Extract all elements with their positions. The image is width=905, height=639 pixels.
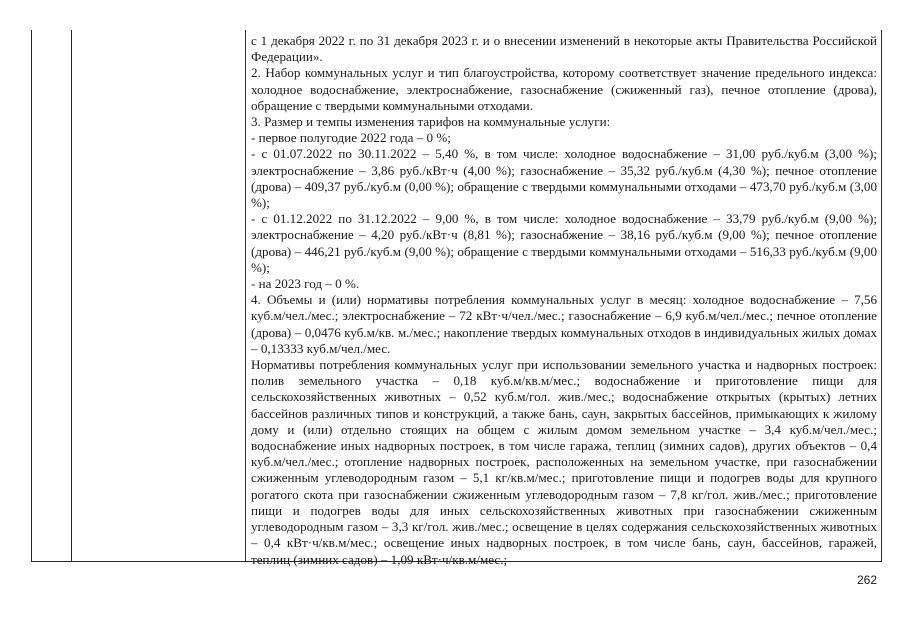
paragraph-order-reference: с 1 декабря 2022 г. по 31 декабря 2023 г. и о внесении изменений в некоторые акты Правительства Российской Федерации». <box>251 33 877 65</box>
table-continuation <box>31 30 882 567</box>
paragraph-tariff-h1-2022: - первое полугодие 2022 года – 0 %; <box>251 130 451 146</box>
paragraph-tariff-heading: 3. Размер и темпы изменения тарифов на коммунальные услуги: <box>251 114 611 130</box>
page-number: 262 <box>856 573 877 587</box>
column-divider-1 <box>71 30 72 561</box>
column-divider-2 <box>245 30 246 561</box>
paragraph-service-set: 2. Набор коммунальных услуг и тип благоустройства, которому соответствует значение предельного индекса: холодное водоснабжение, электроснабжение, газоснабжение (сжиженный газ), печное отопление (дрова), обращение с твердыми коммунальными отходами. <box>251 65 877 113</box>
paragraph-consumption-norms: 4. Объемы и (или) нормативы потребления коммунальных услуг в месяц: холодное водоснабжение – 7,56 куб.м/чел./мес.; электроснабжение – 72 кВт·ч/чел./мес.; газоснабжение – 6,9 куб.м/чел./мес.; печное отопление (дрова) – 0,0476 куб.м/кв. м./мес.; накопление твердых коммунальных отходов в индивидуальных жилых домах – 0,13333 куб.м/чел./мес. <box>251 292 877 356</box>
paragraph-tariff-jul-nov-2022: - с 01.07.2022 по 30.11.2022 – 5,40 %, в том числе: холодное водоснабжение – 31,00 руб./куб.м (3,00 %); электроснабжение – 3,86 руб./кВт·ч (4,00 %); газоснабжение – 35,32 руб./куб.м (4,30 %); печное отопление (дрова) – 409,37 руб./куб.м (0,00 %); обращение с твердыми коммунальными отходами – 473,70 руб./куб.м (3,00 %); <box>251 146 877 211</box>
table-cell-text <box>251 33 877 568</box>
paragraph-tariff-dec-2022: - с 01.12.2022 по 31.12.2022 – 9,00 %, в том числе: холодное водоснабжение – 33,79 руб./куб.м (9,00 %); электроснабжение – 4,20 руб./кВт·ч (8,81 %); газоснабжение – 38,16 руб./куб.м (9,00 %); печное отопление (дрова) – 446,21 руб./куб.м (9,00 %); обращение с твердыми коммунальными отходами – 516,33 руб./куб.м (9,00 %); <box>251 211 877 275</box>
paragraph-land-plot-norms: Нормативы потребления коммунальных услуг при использовании земельного участка и надворных построек: полив земельного участка – 0,18 куб.м/кв.м/мес.; водоснабжение и приготовление пищи для сельскохозяйственных животных – 0,52 куб.м/гол. жив./мес.; водоснабжение открытых (крытых) летних бассейнов различных типов и конструкций, а также бань, саун, закрытых бассейнов, примыкающих к жилому дому и (или) отдельно стоящих на общем с жилым домом земельном участке – 3,4 куб.м/чел./мес.; водоснабжение иных надворных построек, в том числе гаража, теплиц (зимних садов), других объектов – 0,4 куб.м/чел./мес.; отопление надворных построек, расположенных на земельном участке, при газоснабжении сжиженным углеводородным газом – 5,1 кг/кв.м/мес.; приготовление пищи и подогрев воды для крупного рогатого скота при газоснабжении сжиженным углеводородным газом – 7,8 кг/гол. жив./мес.; приготовление пищи и подогрев воды для иных сельскохозяйственных животных при газоснабжении сжиженным углеводородным газом – 3,3 кг/гол. жив./мес.; освещение в целях содержания сельскохозяйственных животных – 0,4 кВт·ч/кв.м/мес.; освещение иных надворных построек, в том числе бань, саун, бассейнов, гаражей, теплиц (зимних садов) – 1,09 кВт·ч/кв.м/мес.; <box>251 357 877 567</box>
paragraph-tariff-2023: - на 2023 год – 0 %. <box>251 276 360 292</box>
